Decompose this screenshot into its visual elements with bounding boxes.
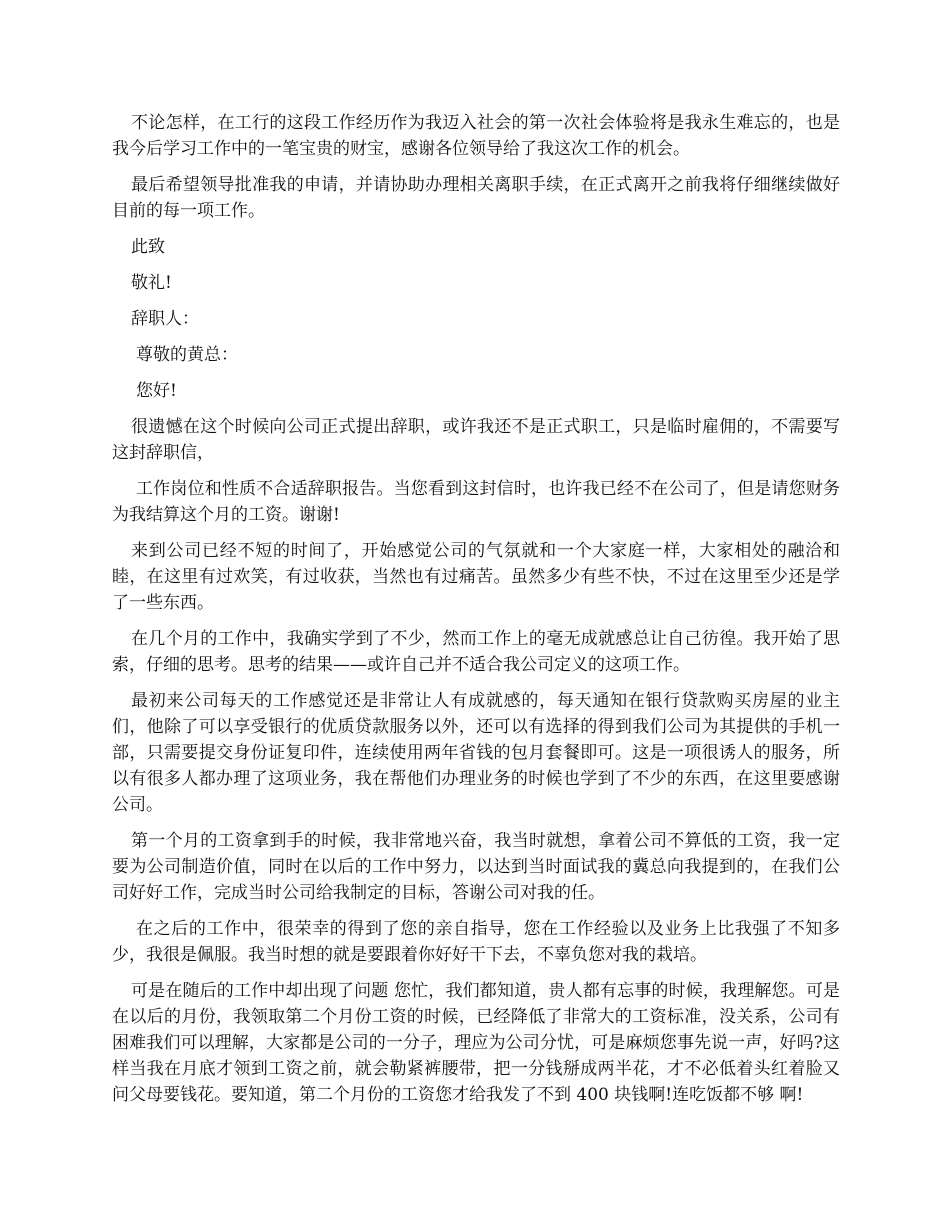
signature-resigner: 辞职人：: [131, 309, 199, 329]
greeting: 您好!: [136, 381, 177, 401]
paragraph-regret: 很遗憾在这个时候向公司正式提出辞职，或许我还不是正式职工，只是临时雇佣的，不需要写这封辞职信，: [112, 417, 840, 463]
closing-cizhi: 此致: [131, 237, 165, 257]
paragraph-reflection: 在几个月的工作中，我确实学到了不少，然而工作上的毫无成就感总让自己彷徨。我开始了思索，仔细的思考。思考的结果——或许自己并不适合我公司定义的这项工作。: [112, 629, 840, 675]
paragraph-request-approval: 最后希望领导批准我的申请，并请协助办理相关离职手续，在正式离开之前我将仔细继续做好目前的每一项工作。: [112, 175, 840, 221]
paragraph-first-salary: 第一个月的工资拿到手的时候，我非常地兴奋，我当时就想，拿着公司不算低的工资，我一定要为公司制造价值，同时在以后的工作中努力，以达到当时面试我的冀总向我提到的，在我们公司好好工作，完成当时公司给我制定的目标，答谢公司对我的任。: [112, 831, 840, 903]
paragraph-salary-problem: 可是在随后的工作中却出现了问题 您忙，我们都知道，贵人都有忘事的时候，我理解您。可是在以后的月份，我领取第二个月份工资的时候，已经降低了非常大的工资标准，没关系，公司有困难我们可以理解，大家都是公司的一分子，理应为公司分忧，可是麻烦您事先说一声，好吗?这样当我在月底才领到工资之前，就会勒紧裤腰带，把一分钱掰成两半花，才不必低着头红着脸又问父母要钱花。要知道，第二个月份的工资您才给我发了不到 400 块钱啊!连吃饭都不够 啊!: [112, 981, 840, 1105]
paragraph-unsuitable: 工作岗位和性质不合适辞职报告。当您看到这封信时，也许我已经不在公司了，但是请您财务为我结算这个月的工资。谢谢!: [112, 479, 840, 525]
paragraph-guidance: 在之后的工作中，很荣幸的得到了您的亲自指导，您在工作经验以及业务上比我强了不知多少，我很是佩服。我当时想的就是要跟着你好好干下去，不辜负您对我的栽培。: [112, 919, 840, 965]
closing-jingli: 敬礼!: [131, 273, 172, 293]
document-page: [112, 110, 840, 1118]
paragraph-gratitude: 不论怎样，在工行的这段工作经历作为我迈入社会的第一次社会体验将是我永生难忘的，也是我今后学习工作中的一笔宝贵的财宝，感谢各位领导给了我这次工作的机会。: [112, 113, 840, 159]
salutation: 尊敬的黄总：: [136, 345, 238, 365]
paragraph-initial-work: 最初来公司每天的工作感觉还是非常让人有成就感的，每天通知在银行贷款购买房屋的业主们，他除了可以享受银行的优质贷款服务以外，还可以有选择的得到我们公司为其提供的手机一部，只需要提交身份证复印件，连续使用两年省钱的包月套餐即可。这是一项很诱人的服务，所以有很多人都办理了这项业务，我在帮他们办理业务的时候也学到了不少的东西，在这里要感谢公司。: [112, 691, 840, 815]
paragraph-company-atmosphere: 来到公司已经不短的时间了，开始感觉公司的气氛就和一个大家庭一样，大家相处的融洽和睦，在这里有过欢笑，有过收获，当然也有过痛苦。虽然多少有些不快，不过在这里至少还是学了一些东西。: [112, 541, 840, 613]
